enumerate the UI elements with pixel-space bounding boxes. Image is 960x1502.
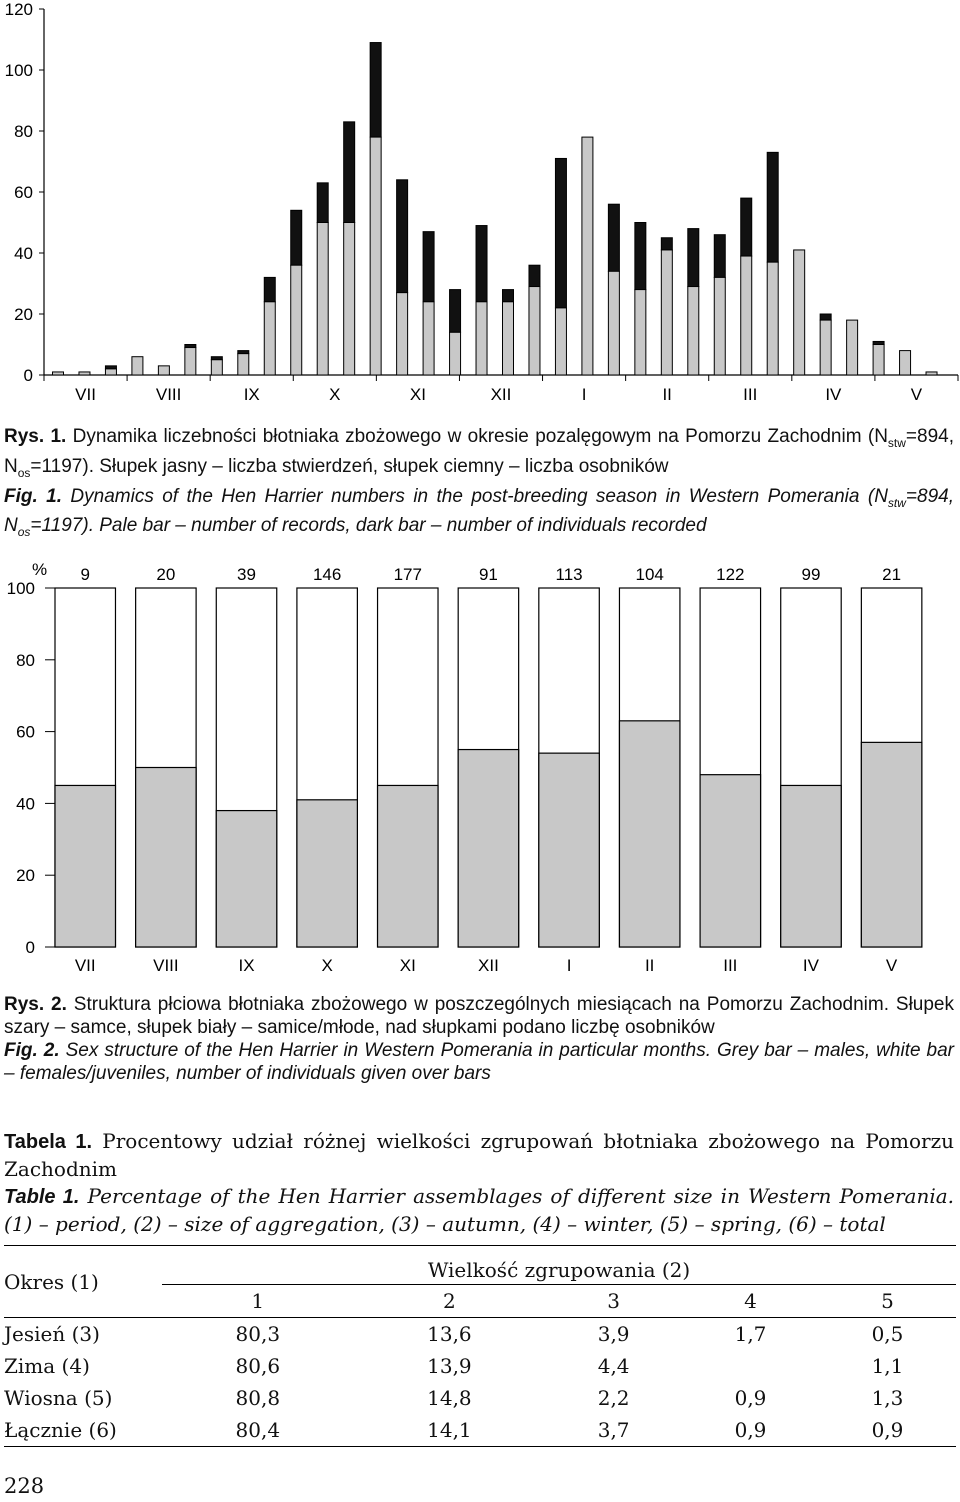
bar-records bbox=[370, 137, 381, 375]
bar-count-label: 113 bbox=[555, 565, 583, 584]
table1-caption-en-lead: Table 1. bbox=[4, 1186, 80, 1208]
fig1-caption-pl-text-2: =894, N bbox=[4, 426, 954, 477]
bar-males bbox=[297, 800, 357, 947]
x-tick-label: VIII bbox=[155, 385, 182, 404]
table-cell: 14,8 bbox=[427, 1386, 472, 1410]
x-tick-label: VII bbox=[75, 385, 96, 404]
bar-records bbox=[185, 348, 196, 375]
table-cell: 0,9 bbox=[871, 1418, 904, 1442]
x-tick-label: II bbox=[662, 385, 672, 404]
bar-males bbox=[781, 785, 841, 947]
bar-records bbox=[847, 320, 858, 375]
bar-individuals bbox=[476, 226, 487, 302]
bar-records bbox=[476, 302, 487, 375]
fig2-caption-en-text: Sex structure of the Hen Harrier in Western Pomerania in particular months. Grey bar – males, white bar – females/juveniles, number of individuals given over bars bbox=[4, 1040, 954, 1084]
bar-records bbox=[317, 223, 328, 376]
y-tick-label: 80 bbox=[14, 122, 33, 141]
y-tick-label: 60 bbox=[16, 722, 35, 742]
row-label: Jesień (3) bbox=[4, 1322, 100, 1346]
bar-individuals bbox=[423, 232, 434, 302]
y-tick-label: 20 bbox=[14, 305, 33, 324]
fig2-caption-pl-text: Struktura płciowa błotniaka zbożowego w poszczególnych miesiącach na Pomorzu Zachodnim. Słupek szary – samce, słupek biały – samice/młode, nad słupkami podano liczbę osobników bbox=[4, 994, 954, 1038]
table-row bbox=[4, 1318, 956, 1351]
table-cell: 0,9 bbox=[734, 1386, 767, 1410]
bar-individuals bbox=[820, 314, 831, 320]
x-tick-label: I bbox=[566, 956, 572, 975]
bar-males bbox=[216, 811, 276, 947]
table-cell: 13,6 bbox=[427, 1322, 472, 1346]
bar-records bbox=[820, 320, 831, 375]
x-tick-label: II bbox=[644, 956, 655, 975]
table1-caption-pl-lead: Tabela 1. bbox=[4, 1131, 93, 1153]
bar-records bbox=[608, 271, 619, 375]
bar-individuals bbox=[688, 229, 699, 287]
table-cell: 80,6 bbox=[235, 1354, 281, 1378]
table-1-caption bbox=[4, 1128, 954, 1238]
bar-count-label: 20 bbox=[156, 565, 176, 584]
page-number: 228 bbox=[4, 1474, 45, 1498]
fig1-caption-en-text-1: Dynamics of the Hen Harrier numbers in the post-breeding season in Western Pomerania (N bbox=[62, 485, 888, 507]
bar-count-label: 122 bbox=[716, 565, 745, 584]
x-tick-label: IV bbox=[825, 385, 842, 404]
table-cell: 80,3 bbox=[235, 1322, 281, 1346]
bar-records bbox=[767, 262, 778, 375]
bar-individuals bbox=[529, 265, 540, 286]
fig2-caption-en-lead: Fig. 2. bbox=[4, 1040, 60, 1061]
bar-individuals bbox=[503, 290, 514, 302]
table-cell: 1,7 bbox=[734, 1322, 767, 1346]
bar-individuals bbox=[555, 158, 566, 307]
figure-2-caption bbox=[4, 993, 954, 1085]
bar-count-label: 104 bbox=[635, 565, 664, 584]
bar-males bbox=[458, 750, 518, 947]
bar-records bbox=[794, 250, 805, 375]
bar-individuals bbox=[635, 223, 646, 290]
y-tick-label: 100 bbox=[6, 579, 35, 598]
y-tick-label: 0 bbox=[23, 366, 33, 385]
x-tick-label: III bbox=[723, 956, 738, 975]
fig1-caption-en-sub2: os bbox=[17, 525, 31, 540]
x-tick-label: VIII bbox=[153, 956, 179, 975]
bar-males bbox=[700, 775, 760, 947]
x-tick-label: III bbox=[743, 385, 758, 404]
bar-individuals bbox=[317, 183, 328, 223]
bar-count-label: 91 bbox=[478, 565, 498, 584]
x-tick-label: XII bbox=[490, 385, 512, 404]
bar-records bbox=[450, 332, 461, 375]
fig1-caption-en-lead: Fig. 1. bbox=[4, 485, 63, 507]
table-cell: 80,4 bbox=[235, 1418, 281, 1442]
size-header: 5 bbox=[881, 1289, 894, 1313]
bar-records bbox=[873, 345, 884, 376]
table-cell: 3,7 bbox=[597, 1418, 630, 1442]
x-tick-label: XII bbox=[478, 956, 499, 975]
x-tick-label: I bbox=[581, 385, 587, 404]
col-header-period: Okres (1) bbox=[4, 1269, 99, 1294]
table-cell: 13,9 bbox=[427, 1354, 472, 1378]
bar-records bbox=[503, 302, 514, 375]
bar-records bbox=[79, 372, 90, 375]
bar-individuals bbox=[370, 43, 381, 138]
table-cell: 14,1 bbox=[427, 1418, 472, 1442]
table-row bbox=[4, 1350, 956, 1382]
size-header: 4 bbox=[744, 1289, 757, 1313]
bar-records bbox=[741, 256, 752, 375]
bar-records bbox=[291, 265, 302, 375]
bar-count-label: 177 bbox=[393, 565, 422, 584]
y-tick-label: 0 bbox=[25, 938, 35, 957]
bar-count-label: 9 bbox=[80, 565, 90, 584]
size-header: 2 bbox=[443, 1289, 456, 1313]
bar-males bbox=[619, 721, 679, 947]
bar-count-label: 99 bbox=[801, 565, 821, 584]
bar-records bbox=[688, 287, 699, 375]
y-tick-label: 100 bbox=[4, 61, 33, 80]
bar-records bbox=[661, 250, 672, 375]
x-tick-label: IX bbox=[243, 385, 260, 404]
bar-count-label: 39 bbox=[237, 565, 256, 584]
y-tick-label: 60 bbox=[14, 183, 33, 202]
col-header-group-size: Wielkość zgrupowania (2) bbox=[162, 1246, 956, 1285]
bar-males bbox=[136, 768, 196, 948]
y-unit-label: % bbox=[32, 560, 48, 579]
table-cell bbox=[682, 1350, 819, 1382]
bar-count-label: 21 bbox=[882, 565, 902, 584]
bar-males bbox=[55, 785, 115, 947]
bar-records bbox=[105, 369, 116, 375]
x-tick-label: IV bbox=[802, 956, 819, 975]
y-tick-label: 40 bbox=[16, 794, 35, 814]
table1-caption-pl-text: Procentowy udział różnej wielkości zgrupowań błotniaka zbożowego na Pomorzu Zachodnim bbox=[4, 1129, 954, 1181]
table-cell: 80,8 bbox=[235, 1386, 281, 1410]
table1-caption-en-text: Percentage of the Hen Harrier assemblages of different size in Western Pomerania. (1) – period, (2) – size of aggregation, (3) – autumn, (4) – winter, (5) – spring, (6) – total bbox=[4, 1184, 954, 1236]
bar-count-label: 146 bbox=[312, 565, 342, 584]
x-tick-label: X bbox=[329, 385, 341, 404]
bar-individuals bbox=[661, 238, 672, 250]
row-label: Łącznie (6) bbox=[4, 1418, 117, 1442]
bar-records bbox=[582, 137, 593, 375]
bar-records bbox=[158, 366, 169, 375]
bar-individuals bbox=[264, 277, 275, 301]
figure-1-caption bbox=[4, 425, 954, 544]
bar-males bbox=[378, 785, 438, 947]
bar-records bbox=[397, 293, 408, 375]
row-label: Zima (4) bbox=[4, 1354, 90, 1378]
size-header: 1 bbox=[251, 1289, 265, 1313]
figure-2-stacked-bar-chart bbox=[0, 545, 960, 985]
y-tick-label: 120 bbox=[4, 0, 33, 19]
bar-records bbox=[555, 308, 566, 375]
fig1-caption-pl-text-1: Dynamika liczebności błotniaka zbożowego w okresie pozalęgowym na Pomorzu Zachodnim (N bbox=[66, 426, 888, 447]
table-row bbox=[4, 1382, 956, 1414]
fig1-caption-en-sub1: stw bbox=[887, 495, 906, 510]
bar-individuals bbox=[741, 198, 752, 256]
y-tick-label: 80 bbox=[16, 650, 35, 670]
bar-individuals bbox=[291, 210, 302, 265]
fig1-caption-pl-lead: Rys. 1. bbox=[4, 426, 67, 447]
y-tick-label: 40 bbox=[14, 244, 33, 263]
figure-1-bar-chart bbox=[0, 0, 960, 410]
fig1-caption-pl-text-3: =1197). Słupek jasny – liczba stwierdzeń, słupek ciemny – liczba osobników bbox=[30, 455, 669, 477]
table-cell: 0,5 bbox=[871, 1322, 904, 1346]
table-cell: 2,2 bbox=[597, 1386, 630, 1410]
bar-individuals bbox=[397, 180, 408, 293]
bar-individuals bbox=[608, 204, 619, 271]
x-tick-label: V bbox=[885, 956, 898, 975]
table-cell: 0,9 bbox=[734, 1418, 767, 1442]
bar-individuals bbox=[344, 122, 355, 223]
bar-records bbox=[423, 302, 434, 375]
x-tick-label: V bbox=[910, 385, 923, 404]
table-row bbox=[4, 1414, 956, 1447]
bar-records bbox=[264, 302, 275, 375]
fig1-caption-pl-sub2: os bbox=[17, 465, 31, 480]
table-cell: 3,9 bbox=[597, 1322, 630, 1346]
bar-individuals bbox=[450, 290, 461, 333]
table-1 bbox=[4, 1245, 956, 1447]
table-cell: 4,4 bbox=[597, 1354, 630, 1378]
fig2-caption-pl-lead: Rys. 2. bbox=[4, 994, 67, 1015]
row-label: Wiosna (5) bbox=[4, 1386, 113, 1410]
size-header: 3 bbox=[607, 1289, 620, 1313]
bar-individuals bbox=[767, 152, 778, 262]
x-tick-label: XI bbox=[409, 385, 426, 404]
bar-records bbox=[900, 351, 911, 375]
bar-males bbox=[539, 753, 599, 947]
fig1-caption-en-text-2: =894, N bbox=[4, 485, 954, 537]
x-tick-label: VII bbox=[74, 956, 96, 975]
bar-records bbox=[635, 290, 646, 375]
fig1-caption-en-text-3: =1197). Pale bar – number of records, dark bar – number of individuals recorded bbox=[30, 515, 707, 537]
x-tick-label: IX bbox=[238, 956, 255, 975]
bar-records bbox=[344, 223, 355, 376]
x-tick-label: XI bbox=[399, 956, 416, 975]
table-cell: 1,3 bbox=[871, 1386, 904, 1410]
bar-records bbox=[132, 357, 143, 375]
bar-records bbox=[529, 287, 540, 375]
y-tick-label: 20 bbox=[16, 866, 35, 886]
bar-records bbox=[53, 372, 64, 375]
bar-males bbox=[861, 742, 921, 947]
fig1-caption-pl-sub1: stw bbox=[887, 435, 906, 450]
bar-records bbox=[714, 277, 725, 375]
bar-individuals bbox=[714, 235, 725, 278]
x-tick-label: X bbox=[321, 956, 333, 975]
table-cell: 1,1 bbox=[871, 1354, 904, 1378]
bar-records bbox=[926, 372, 937, 375]
bar-records bbox=[211, 360, 222, 375]
bar-records bbox=[238, 354, 249, 375]
